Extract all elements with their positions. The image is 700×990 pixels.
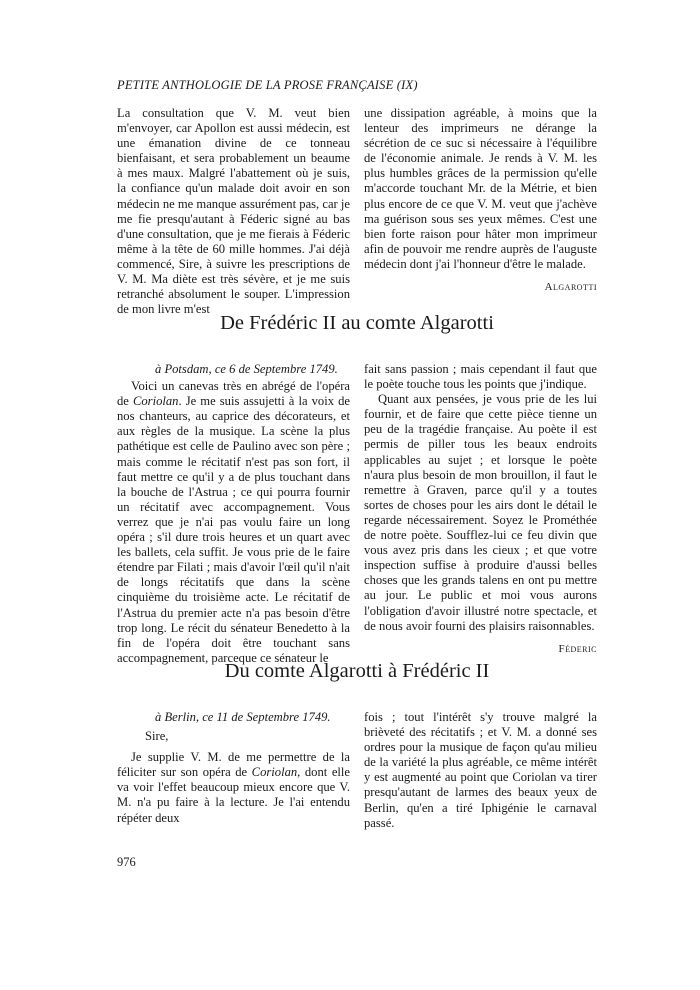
- letter1-right-text: une dissipation agréable, à moins que la lenteur des imprimeurs ne dérange la sécrétion de ce suc si nécessaire à l'équilibre de l'économie animale. Je rends à V. M. les plus humbles grâces de la permission qu'elle m'accorde touchant Mr. de la Métrie, et bien plus encore de ce que V. M. veut que j'achève ma guérison sous ses yeux mêmes. C'est une bien forte raison pour hâter mon imprimeur afin de pouvoir me rendre auprès de l'auguste médecin dont j'ai l'honneur d'être le malade.: [364, 106, 597, 271]
- letter-algarotti-continued: [117, 106, 597, 317]
- letter3-left-column: [117, 710, 350, 831]
- letter2-text-b: . Je me suis assujetti à la voix de nos chanteurs, au caprice des décorateurs, et aux règles de la musique. La scène la plus pathétique est celle de Paulino avec son père ; mais comme le récitatif n'est pas son fort, il faut mettre ce qu'il y a de plus touchant dans la bouche de l'Astrua ; ce qui pourra fournir un récitatif avec accompagnement. Vous verrez que je n'ai pas voulu faire un long opéra ; s'il dure trois heures et un quart avec les ballets, cela suffit. Je vous prie de le faire étendre par Filati ; mais d'avoir l'œil qu'il n'ait de longs récitatifs que dans la scène cinquième du troisième acte. Le récitatif de l'Astrua du premier acte n'a pas besoin d'être trop long. Le récit du sénateur Benedetto à la fin de l'opéra doit être touchant sans accompagnement, parceque ce sénateur le: [117, 394, 350, 665]
- letter3-dateline: à Berlin, ce 11 de Septembre 1749.: [155, 710, 331, 724]
- running-head: PETITE ANTHOLOGIE DE LA PROSE FRANÇAISE (IX): [117, 78, 418, 92]
- letter3-paragraph-1: [117, 750, 350, 825]
- letter2-right-p1: fait sans passion ; mais cependant il faut que le poète touche tous les points que j'indique.: [364, 362, 597, 392]
- letter2-text-a: Voici un canevas très en abrégé de l'opéra de: [117, 379, 350, 409]
- letter2-paragraph-1: [117, 379, 350, 666]
- letter3-right-text: fois ; tout l'intérêt s'y trouve malgré la brièveté des récitatifs ; et V. M. a donné ses ordres pour la musique de façon qu'au milieu de la variété la plus agréable, ce même intérêt y est augmenté au point que Coriolan va tirer presqu'autant de larmes des beaux yeux de Berlin, qu'en a tiré Iphigénie le carnaval passé.: [364, 710, 597, 830]
- letter1-left-text: La consultation que V. M. veut bien m'envoyer, car Apollon est aussi médecin, est une émanation divine de ce tonneau bienfaisant, et sera probablement un beaume à mes maux. Malgré l'abattement où je suis, la confiance qu'un malade doit avoir en son médecin ne me manque assurément pas, car je me fie presqu'autant à Féderic signé au bas d'une consultation, que je me fierais à Féderic même à la tête de 60 mille hommes. J'ai déjà commencé, Sire, à suivre les prescriptions de V. M. Ma diète est très sévère, et je me suis retranché absolument le souper. L'impression de mon livre m'est: [117, 106, 350, 317]
- letter2-left-column: [117, 362, 350, 666]
- letter3-text-a: Je supplie V. M. de me permettre de la féliciter sur son opéra de: [117, 750, 350, 780]
- letter1-left-column: [117, 106, 350, 317]
- letter2-signature: Féderic: [558, 642, 597, 655]
- page-number: 976: [117, 855, 136, 869]
- letter2-right-column: [364, 362, 597, 666]
- letter2-right-p2: Quant aux pensées, je vous prie de les lui fournir, et de faire que cette pièce tienne un peu de la tragédie française. Au poète il est permis de piller tous les beaux endroits applicables au sujet ; et lorsque le poète n'aura plus besoin de mon brouillon, il faut le remettre à Graven, parce qu'il y a toutes sortes de choses pour les airs dont le détail le regarde nécessairement. Soyez le Prométhée de notre poète. Soufflez-lui ce feu divin que vous avez pris dans les cieux ; et que votre inspection suffise à produire d'aussi belles choses que les grands talens en ont pu mettre au jour. Le public et moi vous aurons l'obligation d'avoir illustré notre spectacle, et de nous avoir fourni des plaisirs raisonnables.: [364, 392, 597, 633]
- heading-algarotti-to-frederic: Du comte Algarotti à Frédéric II: [224, 660, 490, 682]
- opera-title: Coriolan: [132, 394, 179, 409]
- letter-algarotti: [117, 710, 597, 831]
- letter3-salutation: Sire,: [145, 729, 169, 744]
- letter3-right-column: [364, 710, 597, 831]
- heading-frederic-to-algarotti: De Frédéric II au comte Algarotti: [220, 312, 494, 334]
- letter2-dateline: à Potsdam, ce 6 de Septembre 1749.: [155, 362, 338, 376]
- letter1-signature: Algarotti: [544, 281, 597, 294]
- letter3-text-b: , dont elle va voir l'effet beaucoup mieux encore que V. M. n'a pu faire à la lecture. Je l'ai entendu répéter deux: [117, 765, 350, 825]
- letter1-right-column: [364, 106, 597, 317]
- opera-title-2: Coriolan: [251, 765, 298, 780]
- letter-frederic: [117, 362, 597, 666]
